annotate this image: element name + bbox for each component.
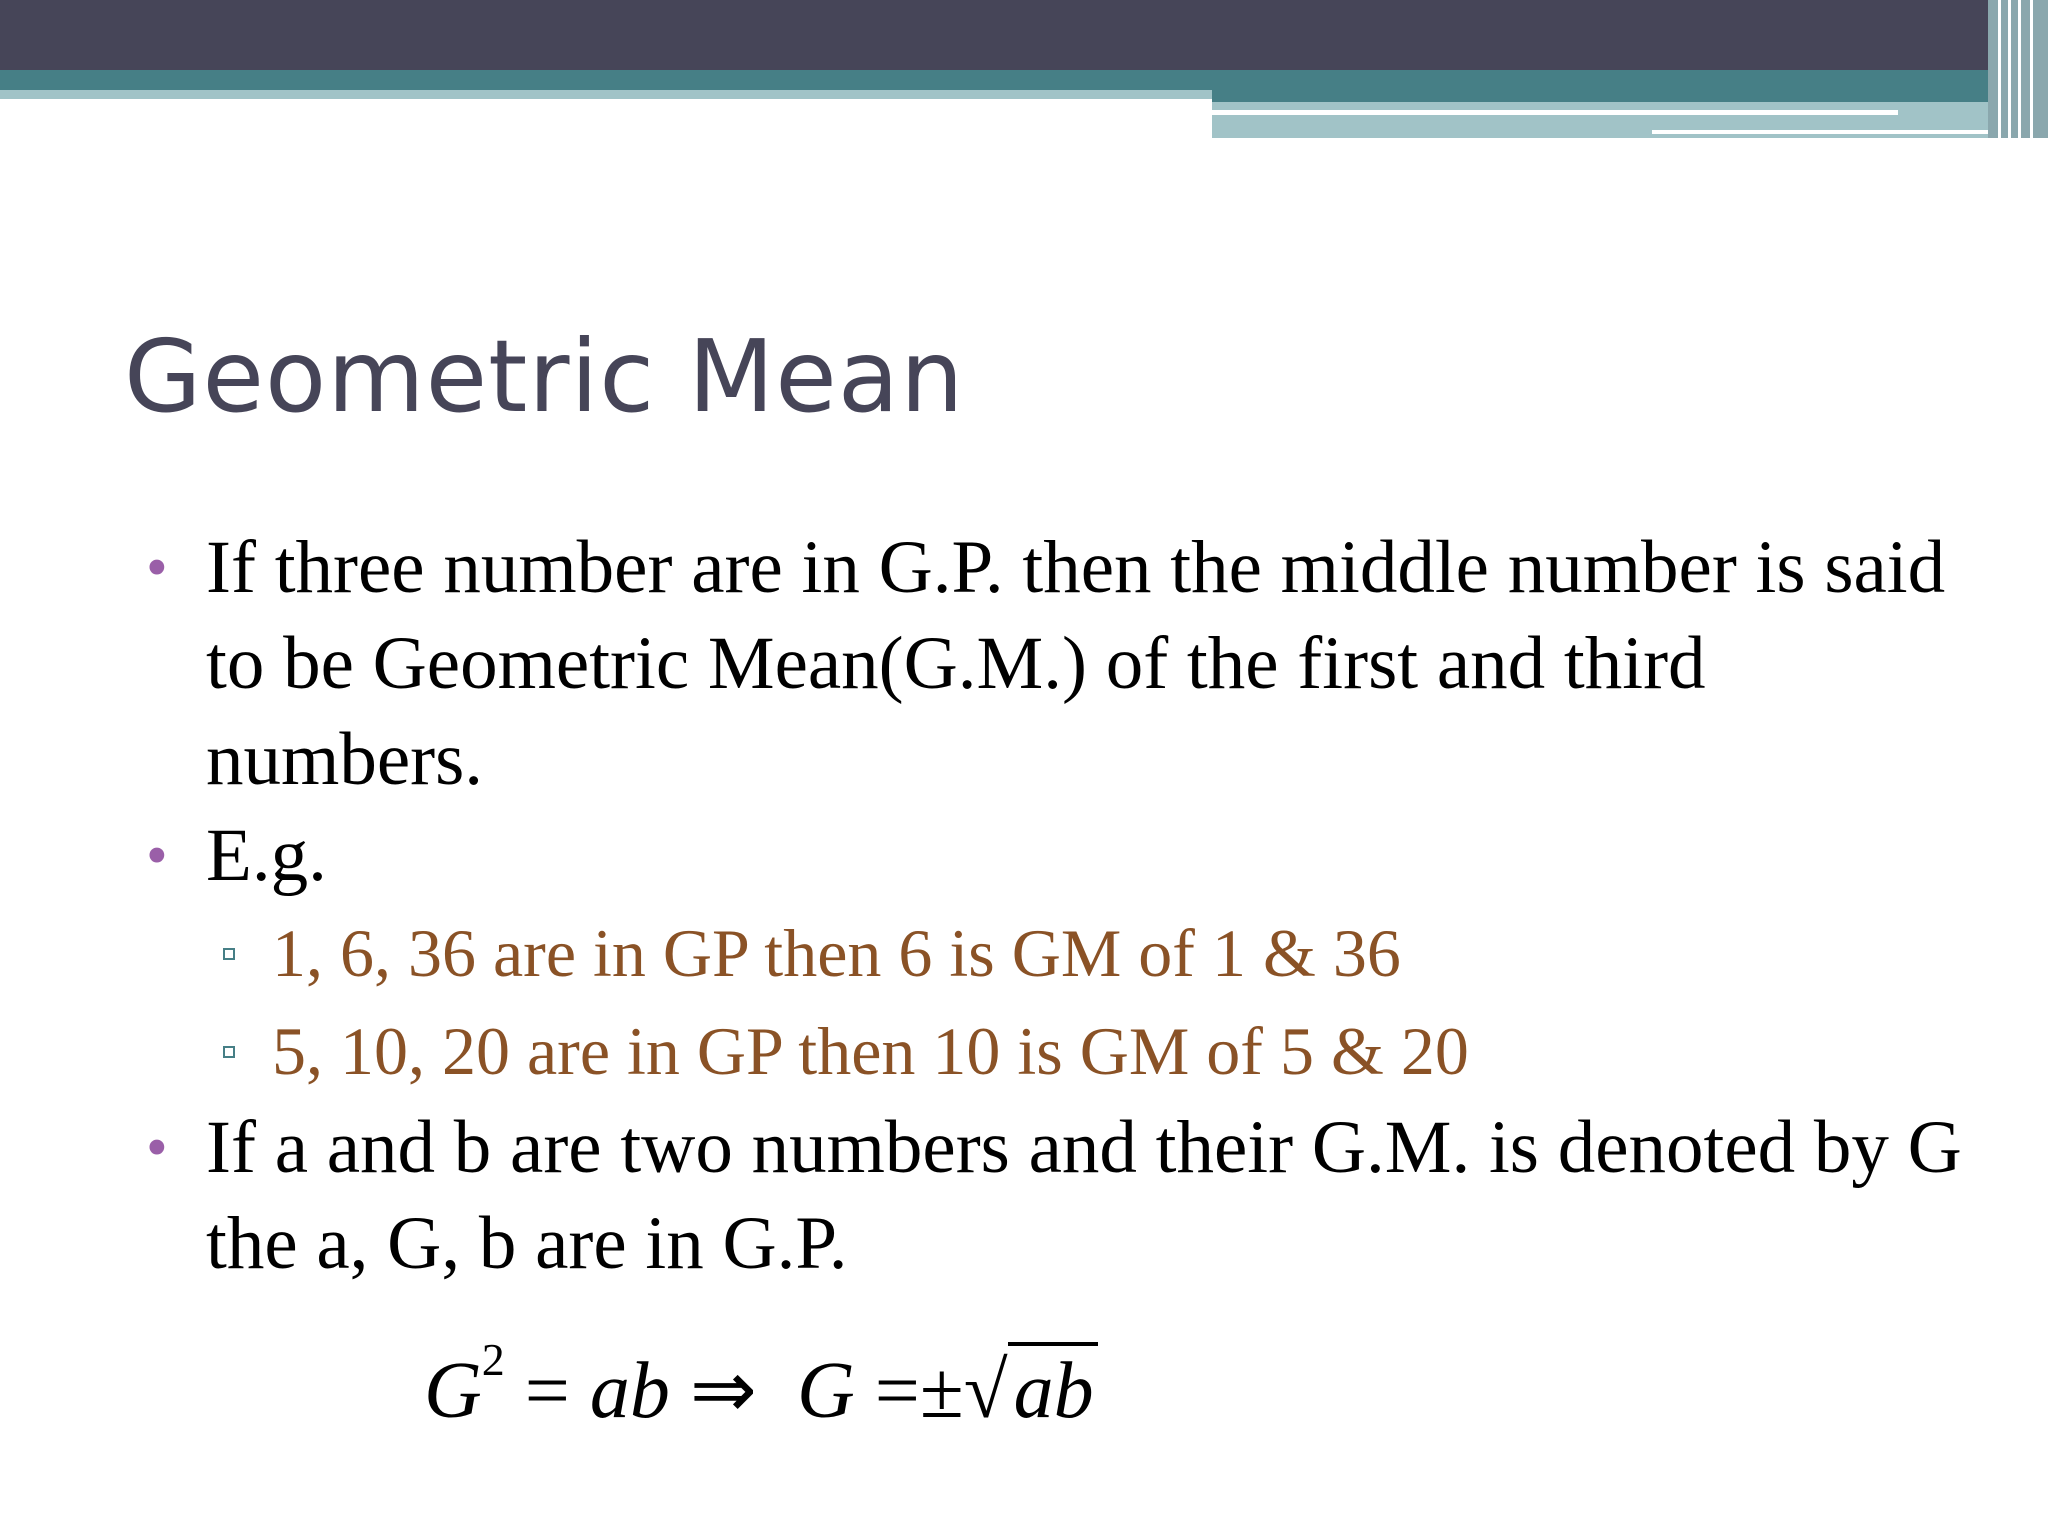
formula-var: G bbox=[796, 1347, 855, 1435]
sub-bullet-text: 5, 10, 20 are in GP then 10 is GM of 5 & 20 bbox=[272, 1013, 1469, 1089]
header-vline bbox=[2030, 0, 2033, 138]
header-vline bbox=[2008, 0, 2011, 138]
header-band-dark bbox=[0, 0, 2048, 70]
square-bullet-icon bbox=[223, 1046, 235, 1058]
bullet-text: If three number are in G.P. then the middle number is said to be Geometric Mean(G.M.) of the first and third numbers. bbox=[206, 526, 1946, 801]
bullet-item bbox=[140, 808, 1980, 904]
bullet-dot-icon: • bbox=[146, 1114, 168, 1182]
header-band-step bbox=[1212, 90, 2048, 102]
header-band-teal bbox=[0, 70, 2048, 90]
sub-bullet-item bbox=[140, 1002, 1980, 1100]
formula-equals: = bbox=[524, 1347, 570, 1435]
square-bullet-icon bbox=[223, 948, 235, 960]
formula-exponent: 2 bbox=[481, 1334, 505, 1386]
formula-plus-minus: ± bbox=[919, 1347, 964, 1435]
bullet-item bbox=[140, 520, 1980, 808]
bullet-dot-icon: • bbox=[146, 534, 168, 602]
header-line bbox=[1212, 110, 1898, 115]
formula-radical-icon: √ bbox=[963, 1347, 1008, 1435]
slide-title: Geometric Mean bbox=[124, 318, 965, 435]
formula-equals: = bbox=[874, 1347, 920, 1435]
bullet-item bbox=[140, 1100, 1980, 1292]
bullet-text: E.g. bbox=[206, 814, 327, 897]
bullet-dot-icon: • bbox=[146, 822, 168, 890]
bullet-text: If a and b are two numbers and their G.M. is denoted by G the a, G, b are in G.P. bbox=[206, 1106, 1962, 1285]
formula-implies-icon: ⇒ bbox=[689, 1347, 757, 1435]
formula bbox=[424, 1334, 1098, 1437]
header-vline bbox=[1998, 0, 2001, 138]
header-vline bbox=[2018, 0, 2021, 138]
sub-bullet-text: 1, 6, 36 are in GP then 6 is GM of 1 & 36 bbox=[272, 915, 1401, 991]
sub-bullet-item bbox=[140, 904, 1980, 1002]
formula-radicand: ab bbox=[1008, 1342, 1098, 1436]
header-band-light bbox=[0, 90, 1212, 99]
formula-product: ab bbox=[589, 1347, 670, 1435]
formula-var: G bbox=[424, 1347, 482, 1435]
slide-content bbox=[140, 520, 1980, 1292]
